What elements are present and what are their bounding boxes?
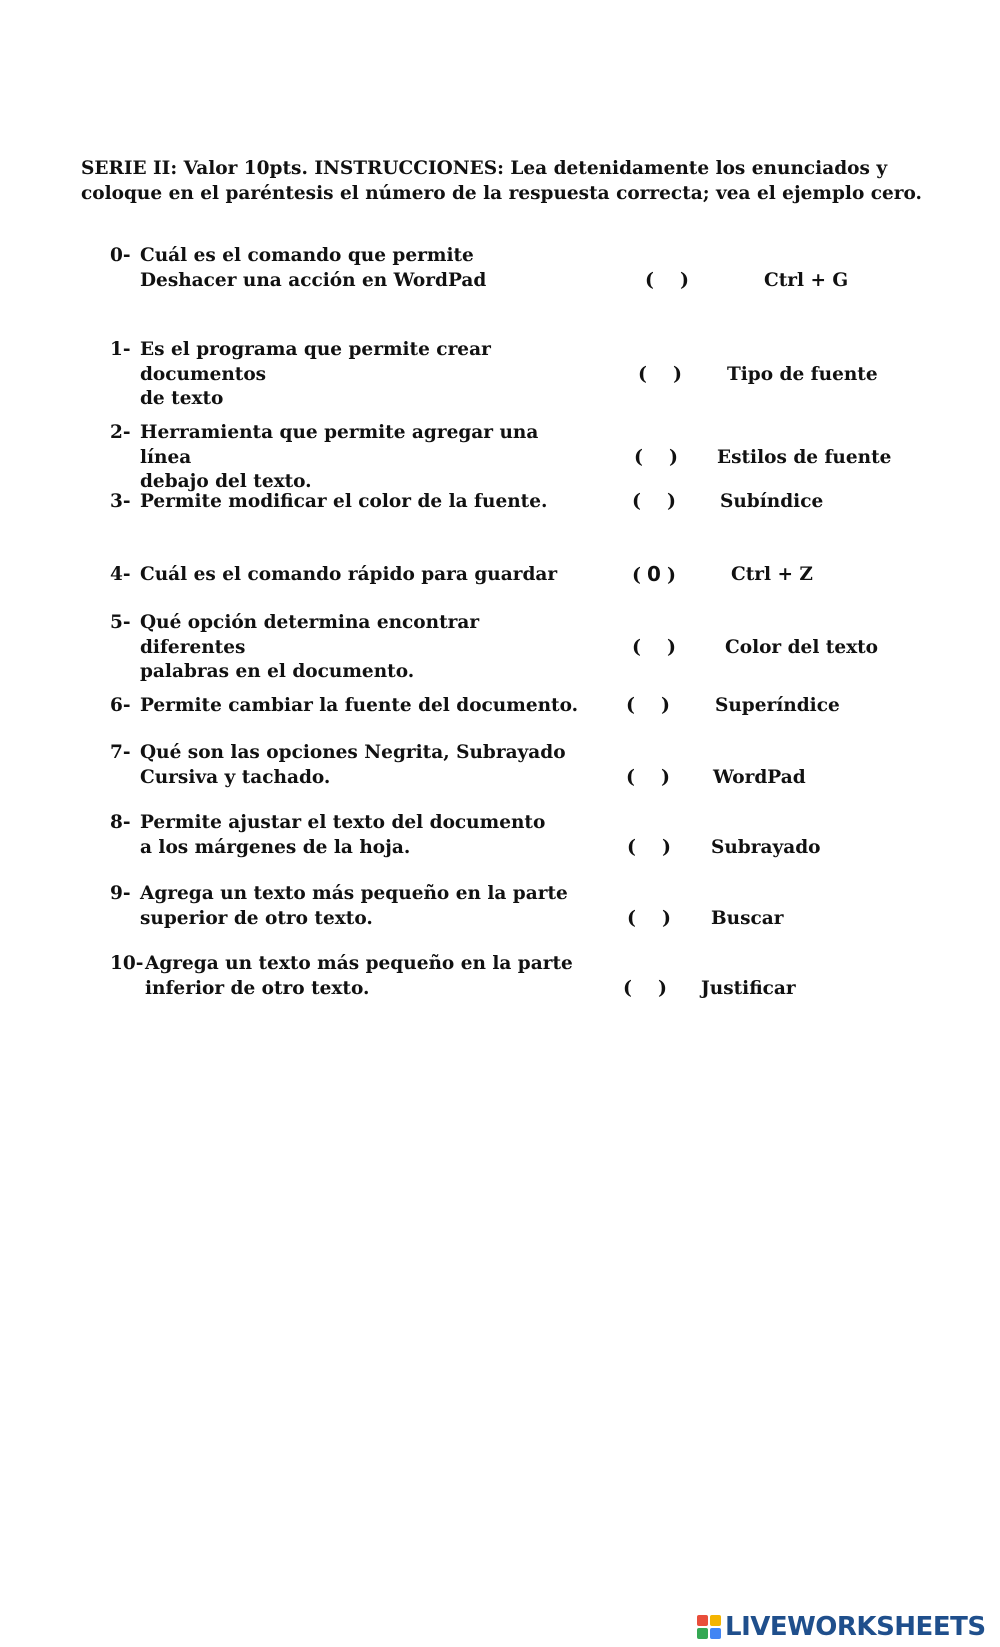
paren-open: (	[623, 976, 632, 999]
question-text	[140, 421, 590, 495]
question-line: Cuál es el comando rápido para guardar	[140, 564, 558, 585]
question-line: debajo del texto.	[140, 471, 312, 492]
answer-blank-3[interactable]	[632, 489, 676, 513]
question-text	[140, 611, 590, 685]
option-9: Buscar	[711, 907, 784, 929]
paren-close: )	[658, 976, 667, 999]
question-text	[140, 811, 590, 860]
question-number: 0-	[110, 245, 131, 266]
option-6: Superíndice	[715, 695, 840, 716]
question-number: 7-	[110, 742, 131, 763]
paren-close: )	[667, 564, 676, 586]
question-4	[110, 563, 590, 588]
answer-blank-8[interactable]	[627, 835, 671, 859]
answer-blank-0[interactable]	[645, 268, 689, 292]
answer-blank-2[interactable]	[634, 445, 678, 469]
paren-close: )	[661, 765, 670, 788]
question-text	[140, 694, 590, 719]
question-line: Deshacer una acción en WordPad	[140, 269, 487, 291]
logo-text: LIVEWORKSHEETS	[725, 1612, 986, 1642]
question-line: Qué son las opciones Negrita, Subrayado	[140, 742, 566, 763]
paren-open: (	[626, 765, 635, 788]
paren-close: )	[667, 490, 676, 512]
paren-close: )	[673, 362, 682, 385]
paren-close: )	[662, 906, 671, 929]
option-3: Subíndice	[720, 491, 824, 512]
question-line: Herramienta que permite agregar una línea	[140, 422, 539, 468]
question-line: Cursiva y tachado.	[140, 766, 331, 788]
question-line: superior de otro texto.	[140, 907, 373, 929]
paren-open: (	[634, 445, 643, 468]
answer-blank-5[interactable]	[632, 635, 676, 659]
question-line: Permite modificar el color de la fuente.	[140, 491, 548, 512]
question-1	[110, 338, 590, 412]
question-6	[110, 694, 590, 719]
question-3	[110, 490, 590, 515]
liveworksheets-logo	[697, 1613, 986, 1641]
answer-value[interactable]: 0	[647, 562, 661, 586]
question-line: Es el programa que permite crear documentos	[140, 339, 491, 385]
question-line: de texto	[140, 388, 224, 409]
question-9	[110, 882, 590, 931]
instructions-text: SERIE II: Valor 10pts. INSTRUCCIONES: Lea detenidamente los enunciados y coloque en el paréntesis el número de la respuesta correcta; vea el ejemplo cero.	[81, 158, 922, 204]
question-2	[110, 421, 590, 495]
question-line: palabras en el documento.	[140, 661, 415, 682]
paren-open: (	[627, 906, 636, 929]
question-number: 1-	[110, 339, 131, 360]
paren-close: )	[662, 835, 671, 858]
paren-close: )	[661, 694, 670, 716]
paren-close: )	[680, 268, 689, 291]
question-text	[140, 244, 590, 293]
paren-open: (	[632, 564, 641, 586]
question-line: Cuál es el comando que permite	[140, 245, 474, 266]
question-0	[110, 244, 590, 293]
question-line: inferior de otro texto.	[145, 977, 370, 999]
question-line: Qué opción determina encontrar diferentes	[140, 612, 480, 658]
paren-open: (	[627, 835, 636, 858]
question-text	[140, 490, 590, 515]
answer-blank-4[interactable]	[632, 562, 676, 587]
question-10	[110, 952, 590, 1001]
question-text	[140, 338, 590, 412]
question-5	[110, 611, 590, 685]
paren-open: (	[645, 268, 654, 291]
paren-open: (	[632, 490, 641, 512]
option-0: Ctrl + G	[764, 269, 849, 291]
answer-blank-6[interactable]	[626, 693, 670, 717]
paren-open: (	[626, 694, 635, 716]
paren-open: (	[632, 635, 641, 658]
question-line: Permite cambiar la fuente del documento.	[140, 695, 579, 716]
question-number: 4-	[110, 564, 131, 585]
question-line: a los márgenes de la hoja.	[140, 836, 411, 858]
option-10: Justificar	[701, 977, 796, 999]
question-text	[140, 563, 590, 588]
option-1: Tipo de fuente	[727, 363, 878, 385]
paren-close: )	[669, 445, 678, 468]
liveworksheets-logo-icon	[697, 1615, 721, 1639]
paren-open: (	[638, 362, 647, 385]
question-number: 10-	[110, 953, 144, 974]
question-number: 9-	[110, 883, 131, 904]
question-number: 5-	[110, 612, 131, 633]
question-number: 6-	[110, 695, 131, 716]
answer-blank-10[interactable]	[623, 976, 667, 1000]
question-number: 3-	[110, 491, 131, 512]
question-text	[145, 952, 590, 1001]
question-number: 8-	[110, 812, 131, 833]
question-text	[140, 741, 590, 790]
question-line: Agrega un texto más pequeño en la parte	[140, 883, 568, 904]
option-5: Color del texto	[725, 636, 879, 658]
question-line: Agrega un texto más pequeño en la parte	[145, 953, 573, 974]
option-2: Estilos de fuente	[717, 446, 892, 468]
question-text	[140, 882, 590, 931]
question-number: 2-	[110, 422, 131, 443]
answer-blank-7[interactable]	[626, 765, 670, 789]
question-line: Permite ajustar el texto del documento	[140, 812, 546, 833]
option-7: WordPad	[713, 766, 806, 788]
question-8	[110, 811, 590, 860]
answer-blank-1[interactable]	[638, 362, 682, 386]
option-8: Subrayado	[711, 836, 821, 858]
question-7	[110, 741, 590, 790]
option-4: Ctrl + Z	[731, 564, 813, 585]
paren-close: )	[667, 635, 676, 658]
answer-blank-9[interactable]	[627, 906, 671, 930]
